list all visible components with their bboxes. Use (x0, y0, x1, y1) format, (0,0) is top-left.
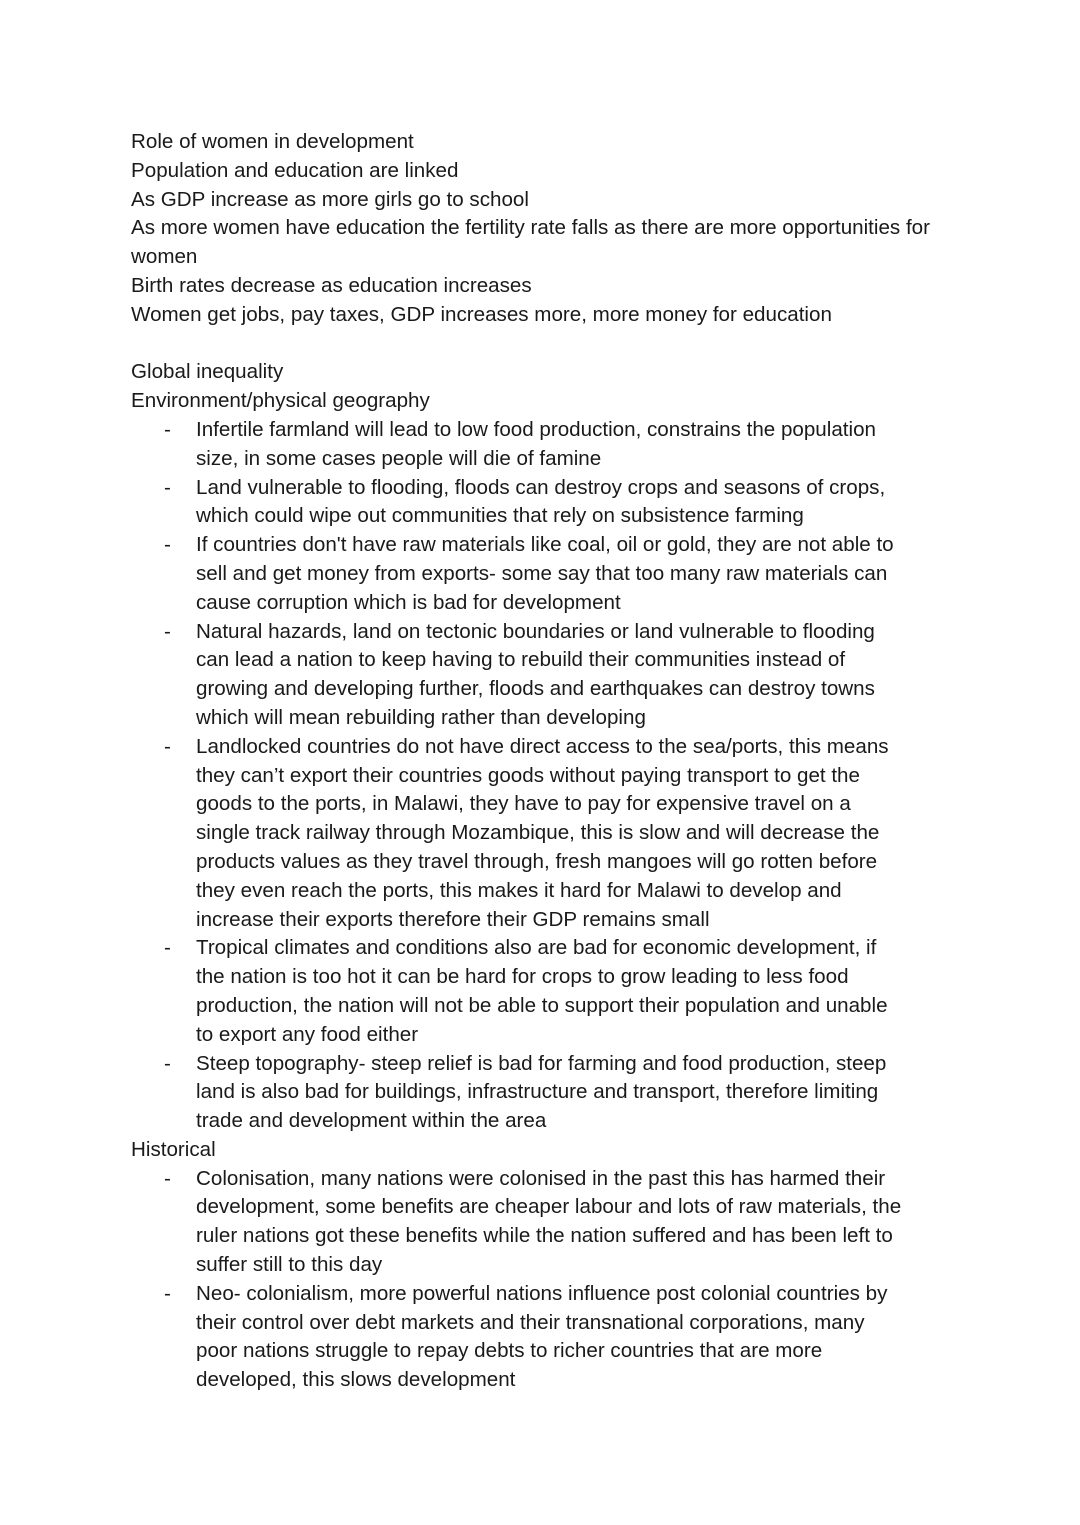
bullet-text-line: development, some benefits are cheaper labour and lots of raw materials, the (196, 1195, 902, 1219)
bullet-text-line: to export any food either (196, 1022, 419, 1046)
bullet-text-line: they even reach the ports, this makes it hard for Malawi to develop and (196, 878, 842, 902)
section-title: Global inequality (131, 360, 284, 384)
bullet-text-line: Colonisation, many nations were colonised in the past this has harmed their (196, 1166, 886, 1190)
bullet-text-line: production, the nation will not be able to support their population and unable (196, 993, 888, 1017)
bullet-text-line: the nation is too hot it can be hard for crops to grow leading to less food (196, 965, 849, 989)
intro-line: As more women have education the fertility rate falls as there are more opportunities for women (131, 216, 930, 269)
intro-heading: Role of women in development (131, 130, 414, 153)
bullet-text-line: Landlocked countries do not have direct access to the sea/ports, this means (196, 734, 889, 758)
bullet-dash: - (164, 734, 171, 758)
bullet-text-line: Land vulnerable to flooding, floods can destroy crops and seasons of crops, (196, 475, 886, 499)
bullet-text-line: size, in some cases people will die of famine (196, 446, 602, 470)
bullet-text-line: growing and developing further, floods and earthquakes can destroy towns (196, 677, 875, 701)
bullet-dash: - (164, 619, 171, 643)
bullet-item (131, 531, 951, 617)
bullet-dash: - (164, 936, 171, 960)
historical-bullet-list (131, 1165, 951, 1395)
bullet-text-line: their control over debt markets and their transnational corporations, many (196, 1310, 865, 1334)
bullet-text-line: cause corruption which is bad for development (196, 590, 621, 614)
bullet-text-line: increase their exports therefore their GDP remains small (196, 907, 710, 931)
subsection-heading-historical: Historical (131, 1137, 216, 1161)
inequality-section (131, 358, 951, 1395)
bullet-text-line: trade and development within the area (196, 1109, 547, 1133)
intro-line: Population and education are linked (131, 158, 459, 182)
bullet-text-line: developed, this slows development (196, 1368, 516, 1392)
intro-line: Birth rates decrease as education increases (131, 273, 532, 297)
bullet-item (131, 934, 951, 1049)
bullet-item (131, 416, 951, 474)
bullet-item (131, 1050, 951, 1136)
bullet-text-line: which will mean rebuilding rather than developing (196, 705, 646, 729)
subsection-heading-environment: Environment/physical geography (131, 389, 430, 413)
bullet-text-line: Tropical climates and conditions also are bad for economic development, if (196, 936, 877, 960)
environment-bullet-list (131, 416, 951, 1136)
bullet-dash: - (164, 1166, 171, 1190)
bullet-text-line: which could wipe out communities that rely on subsistence farming (196, 504, 804, 528)
bullet-dash: - (164, 417, 171, 441)
bullet-text-line: can lead a nation to keep having to rebuild their communities instead of (196, 648, 846, 672)
bullet-text-line: sell and get money from exports- some say that too many raw materials can (196, 561, 888, 585)
bullet-text-line: Infertile farmland will lead to low food production, constrains the population (196, 417, 876, 441)
bullet-item (131, 474, 951, 532)
bullet-text-line: poor nations struggle to repay debts to richer countries that are more (196, 1339, 823, 1363)
intro-line: As GDP increase as more girls go to school (131, 187, 529, 211)
intro-section (131, 128, 951, 330)
document-page (131, 128, 951, 1395)
bullet-text-line: Steep topography- steep relief is bad for farming and food production, steep (196, 1051, 887, 1075)
bullet-dash: - (164, 1051, 171, 1075)
bullet-text-line: suffer still to this day (196, 1253, 383, 1277)
bullet-text-line: Neo- colonialism, more powerful nations influence post colonial countries by (196, 1281, 888, 1305)
bullet-text-line: goods to the ports, in Malawi, they have to pay for expensive travel on a (196, 792, 851, 816)
bullet-item (131, 1165, 951, 1280)
bullet-dash: - (164, 533, 171, 557)
paragraph-gap (131, 330, 951, 359)
bullet-item (131, 733, 951, 935)
bullet-text-line: products values as they travel through, fresh mangoes will go rotten before (196, 849, 878, 873)
bullet-item (131, 1280, 951, 1395)
intro-line: Women get jobs, pay taxes, GDP increases more, more money for education (131, 302, 832, 326)
bullet-text-line: ruler nations got these benefits while the nation suffered and has been left to (196, 1224, 893, 1248)
bullet-dash: - (164, 1281, 171, 1305)
bullet-dash: - (164, 475, 171, 499)
bullet-text-line: land is also bad for buildings, infrastructure and transport, therefore limiting (196, 1080, 879, 1104)
bullet-item (131, 618, 951, 733)
bullet-text-line: single track railway through Mozambique, this is slow and will decrease the (196, 821, 880, 845)
bullet-text-line: Natural hazards, land on tectonic boundaries or land vulnerable to flooding (196, 619, 875, 643)
bullet-text-line: they can’t export their countries goods without paying transport to get the (196, 763, 860, 787)
bullet-text-line: If countries don't have raw materials like coal, oil or gold, they are not able to (196, 533, 894, 557)
